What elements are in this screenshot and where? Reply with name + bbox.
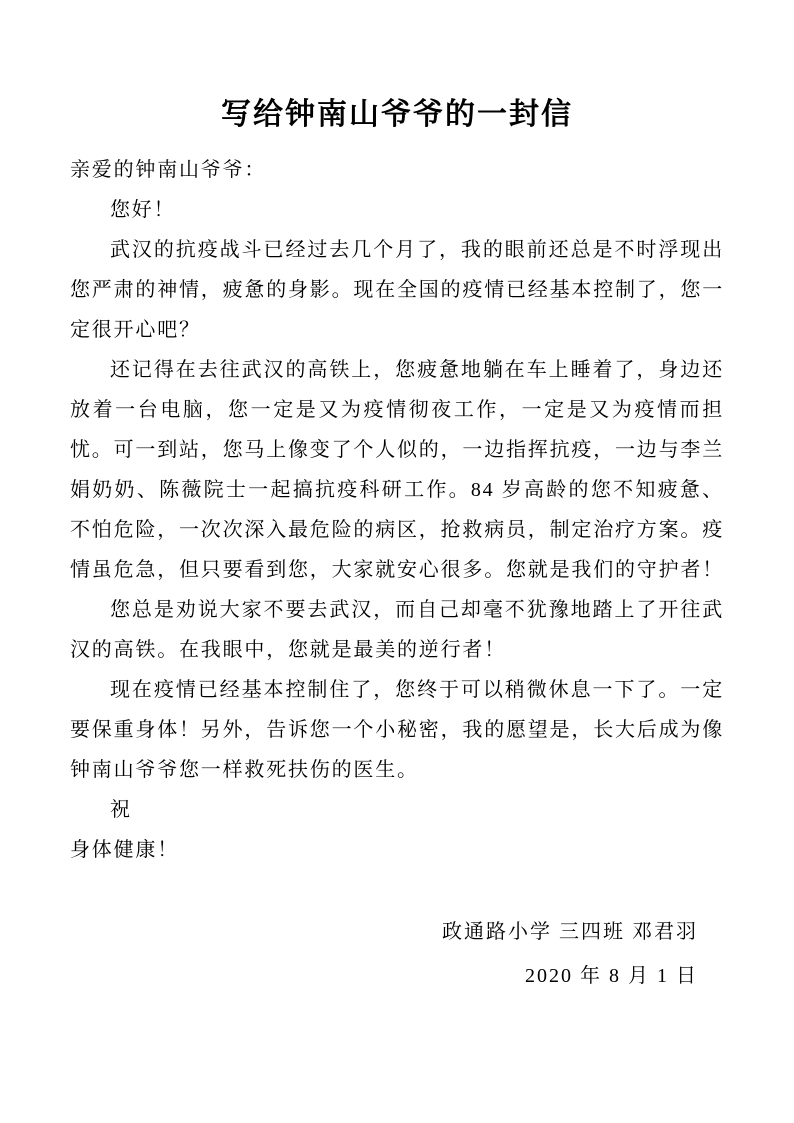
signature-block — [70, 910, 724, 998]
letter-paragraph-3: 您总是劝说大家不要去武汉，而自己却毫不犹豫地踏上了开往武汉的高铁。在我眼中，您就是最美的逆行者！ — [70, 599, 724, 661]
letter-body — [70, 150, 724, 870]
letter-salutation: 亲爱的钟南山爷爷： — [70, 159, 267, 181]
letter-paragraph-2: 还记得在去往武汉的高铁上，您疲惫地躺在车上睡着了，身边还放着一台电脑，您一定是又为疫情彻夜工作，一定是又为疫情而担忧。可一到站，您马上像变了个人似的，一边指挥抗疫，一边与李兰娟奶奶、陈薇院士一起搞抗疫科研工作。84 岁高龄的您不知疲惫、不怕危险，一次次深入最危险的病区，抢救病员，制定治疗方案。疫情虽危急，但只要看到您，大家就安心很多。您就是我们的守护者！ — [70, 359, 724, 581]
letter-paragraph-1: 武汉的抗疫战斗已经过去几个月了，我的眼前还总是不时浮现出您严肃的神情，疲惫的身影。现在全国的疫情已经基本控制了，您一定很开心吧？ — [70, 239, 724, 341]
letter-date: 2020 年 8 月 1 日 — [525, 965, 698, 987]
letter-wish-word: 祝 — [110, 799, 132, 821]
letter-paragraph-4: 现在疫情已经基本控制住了，您终于可以稍微休息一下了。一定要保重身体！另外，告诉您一个小秘密，我的愿望是，长大后成为像钟南山爷爷您一样救死扶伤的医生。 — [70, 679, 724, 781]
letter-paragraph-greeting: 您好！ — [110, 199, 176, 221]
letter-wish-text: 身体健康！ — [70, 839, 179, 861]
letter-title: 写给钟南山爷爷的一封信 — [221, 98, 573, 131]
letter-signature: 政通路小学 三四班 邓君羽 — [442, 921, 698, 943]
